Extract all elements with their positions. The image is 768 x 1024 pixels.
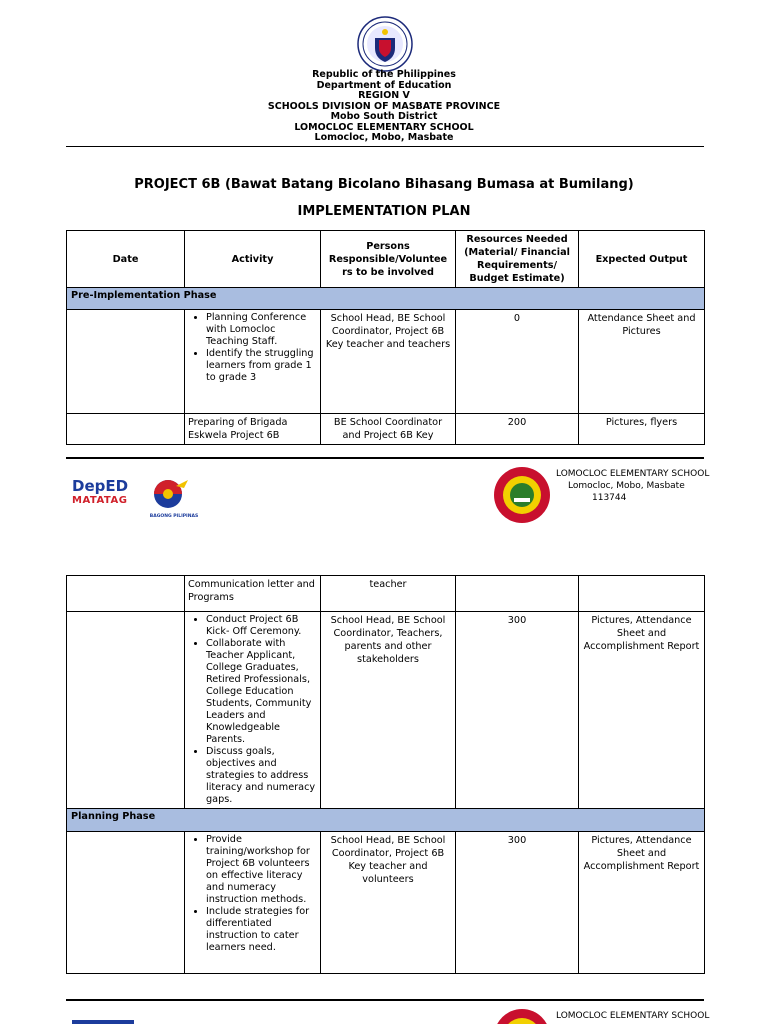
persons-cell: BE School Coordinator and Project 6B Key bbox=[321, 414, 456, 445]
date-cell bbox=[67, 576, 185, 612]
resources-cell: 200 bbox=[456, 414, 579, 445]
activity-item: • Discuss goals, objectives and strategies to address literacy and numeracy gaps. bbox=[206, 746, 317, 806]
persons-cell: School Head, BE School Coordinator, Project 6B Key teacher and teachers bbox=[321, 310, 456, 414]
activity-item: • Collaborate with Teacher Applicant, College Graduates, Retired Professionals, College Education Students, Community Leaders and Knowledgeable Parents. bbox=[206, 638, 317, 746]
table-row bbox=[67, 310, 705, 414]
table-row bbox=[67, 832, 705, 974]
table-row bbox=[67, 414, 705, 445]
document-title: PROJECT 6B (Bawat Batang Bicolano Bihasang Bumasa at Bumilang) bbox=[134, 177, 634, 192]
phase-row bbox=[67, 288, 705, 310]
column-header: Expected Output bbox=[579, 231, 705, 288]
header-divider bbox=[66, 146, 704, 147]
activity-cell: Communication letter and Programs bbox=[185, 576, 321, 612]
school-id: 113744 bbox=[592, 493, 627, 503]
implementation-table-continued bbox=[66, 575, 705, 974]
output-cell: Pictures, Attendance Sheet and Accomplishment Report bbox=[579, 612, 705, 809]
activity-item: • Provide training/workshop for Project 6B volunteers on effective literacy and numeracy instruction methods. bbox=[206, 834, 317, 906]
output-cell: Pictures, flyers bbox=[579, 414, 705, 445]
activity-cell bbox=[185, 310, 321, 414]
resources-cell: 0 bbox=[456, 310, 579, 414]
activity-cell bbox=[185, 612, 321, 809]
column-header: Resources Needed (Material/ Financial Requirements/ Budget Estimate) bbox=[456, 231, 579, 288]
activity-item: • Planning Conference with Lomocloc Teaching Staff. bbox=[206, 312, 317, 348]
output-cell bbox=[579, 576, 705, 612]
header-line: Department of Education bbox=[316, 79, 452, 91]
persons-cell: teacher bbox=[321, 576, 456, 612]
footer-divider bbox=[66, 457, 704, 459]
school-name: LOMOCLOC ELEMENTARY SCHOOL bbox=[556, 1011, 710, 1021]
output-cell: Pictures, Attendance Sheet and Accomplishment Report bbox=[579, 832, 705, 974]
deped-logo-text: DepED bbox=[72, 477, 129, 495]
persons-cell: School Head, BE School Coordinator, Teachers, parents and other stakeholders bbox=[321, 612, 456, 809]
header-line: REGION V bbox=[358, 90, 410, 101]
date-cell bbox=[67, 414, 185, 445]
table-row bbox=[67, 576, 705, 612]
phase-label: Pre-Implementation Phase bbox=[67, 288, 705, 310]
header-line: Lomocloc, Mobo, Masbate bbox=[314, 132, 454, 143]
column-header: Activity bbox=[185, 231, 321, 288]
phase-row bbox=[67, 809, 705, 832]
bagong-pilipinas-text: BAGONG PILIPINAS bbox=[149, 514, 199, 519]
header-line: LOMOCLOC ELEMENTARY SCHOOL bbox=[294, 121, 474, 133]
table-header-row bbox=[67, 231, 705, 288]
deped-matatag-logo bbox=[72, 478, 134, 516]
header-line: Republic of the Philippines bbox=[312, 69, 456, 80]
resources-cell: 300 bbox=[456, 832, 579, 974]
deped-logo-partial bbox=[72, 1020, 134, 1024]
resources-cell bbox=[456, 576, 579, 612]
activity-item: • Conduct Project 6B Kick- Off Ceremony. bbox=[206, 614, 317, 638]
output-cell: Attendance Sheet and Pictures bbox=[579, 310, 705, 414]
bagong-pilipinas-emblem bbox=[146, 476, 202, 510]
date-cell bbox=[67, 612, 185, 809]
school-logo bbox=[492, 466, 552, 524]
table-row bbox=[67, 612, 705, 809]
school-logo bbox=[492, 1008, 552, 1024]
activity-cell: Preparing of Brigada Eskwela Project 6B bbox=[185, 414, 321, 445]
phase-label: Planning Phase bbox=[67, 809, 705, 832]
matatag-logo-text: MATATAG bbox=[72, 495, 128, 506]
school-address: Lomocloc, Mobo, Masbate bbox=[568, 481, 685, 491]
date-cell bbox=[67, 832, 185, 974]
date-cell bbox=[67, 310, 185, 414]
school-name: LOMOCLOC ELEMENTARY SCHOOL bbox=[556, 469, 710, 479]
header-line: Mobo South District bbox=[330, 111, 438, 122]
activity-item: • Identify the struggling learners from grade 1 to grade 3 bbox=[206, 348, 317, 384]
activity-item: • Include strategies for differentiated instruction to cater learners need. bbox=[206, 906, 317, 954]
document-subtitle: IMPLEMENTATION PLAN bbox=[297, 204, 471, 219]
resources-cell: 300 bbox=[456, 612, 579, 809]
activity-cell bbox=[185, 832, 321, 974]
header-line: SCHOOLS DIVISION OF MASBATE PROVINCE bbox=[267, 100, 501, 112]
footer-divider bbox=[66, 999, 704, 1001]
persons-cell: School Head, BE School Coordinator, Project 6B Key teacher and volunteers bbox=[321, 832, 456, 974]
implementation-table bbox=[66, 230, 705, 445]
column-header: Persons Responsible/Voluntee rs to be involved bbox=[321, 231, 456, 288]
deped-seal bbox=[357, 16, 413, 72]
bagong-pilipinas-logo bbox=[146, 476, 202, 520]
column-header: Date bbox=[67, 231, 185, 288]
